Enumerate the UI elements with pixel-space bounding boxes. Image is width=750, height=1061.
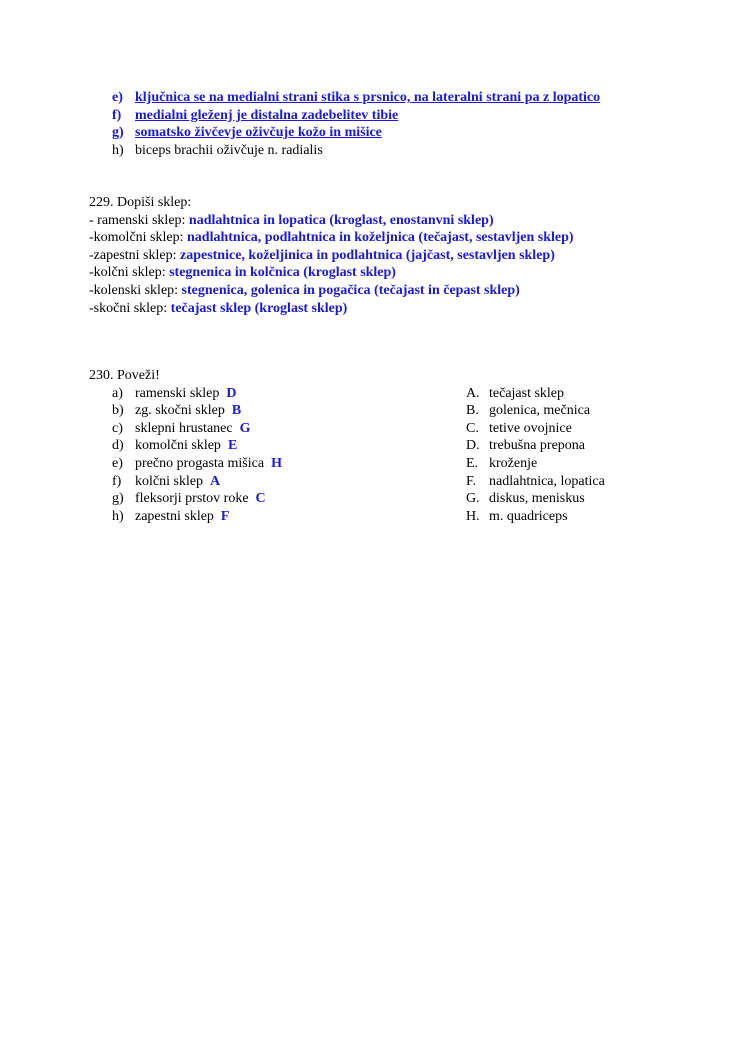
item-text: somatsko živčevje oživčuje kožo in mišice [135,125,382,141]
match-answer: H [271,455,282,471]
item-text: biceps brachii oživčuje n. radialis [135,142,323,158]
item-text: kroženje [489,455,538,471]
joint-line [89,212,574,230]
item-marker: f) [112,473,122,489]
match-answer: G [239,420,251,436]
item-text: m. quadriceps [489,508,568,524]
item-marker: E. [466,455,479,471]
item-text: tetive ovojnice [489,420,572,436]
item-text: ramenski sklep [135,385,220,401]
match-answer: C [255,491,266,507]
item-text: ključnica se na medialni strani stika s prsnico, na lateralni strani pa z lopatico [135,90,601,105]
joint-label: - ramenski sklep: [89,212,189,228]
item-marker: b) [112,403,124,419]
item-text: nadlahtnica, lopatica [489,473,605,489]
item-text: golenica, mečnica [489,403,591,419]
match-answer: F [220,508,230,524]
item-text-wrap [135,385,237,403]
item-text-wrap [135,420,250,438]
question-229 [89,194,574,317]
item-marker: e) [112,90,123,105]
item-marker: h) [112,142,124,158]
item-text: diskus, meniskus [489,491,585,507]
item-text: tečajast sklep [489,385,565,401]
joint-answer: stegnenica in kolčnica (kroglast sklep) [169,265,396,281]
joint-label: -zapestni sklep: [89,247,180,263]
joint-label: -kolčni sklep: [89,265,170,281]
question-230-title: 230. Poveži! [89,368,160,383]
item-text-wrap [135,437,237,455]
joint-label: -kolenski sklep: [89,282,182,298]
item-marker: B. [466,403,479,419]
item-text: zapestni sklep [135,508,214,524]
match-answer: B [231,403,242,419]
item-text: sklepni hrustanec [135,420,233,436]
item-marker: F. [466,473,477,489]
item-marker: C. [466,420,479,436]
joint-label: -komolčni sklep: [89,230,187,246]
joint-answer: zapestnice, koželjinica in podlahtnica (jajčast, sestavljen sklep) [179,247,555,263]
joint-answer: nadlahtnica, podlahtnica in koželjnica (tečajast, sestavljen sklep) [187,230,574,246]
joint-line [89,247,574,265]
question-title: 229. Dopiši sklep: [89,195,192,210]
item-text: trebušna prepona [489,438,586,454]
item-marker: a) [112,385,123,401]
item-marker: A. [466,385,480,401]
match-answer: A [210,473,221,489]
joint-line [89,300,574,318]
joint-answer: stegnenica, golenica in pogačica (tečajast in čepast sklep) [181,282,520,298]
item-marker: g) [112,125,124,141]
joint-answer: nadlahtnica in lopatica (kroglast, enostanvni sklep) [188,212,494,228]
match-answer: E [227,438,238,454]
joint-label: -skočni sklep: [89,300,171,316]
item-marker: D. [466,438,480,454]
item-text: fleksorji prstov roke [135,491,249,507]
item-marker: H. [466,508,480,524]
joint-line [89,282,574,300]
item-text-wrap [135,490,266,508]
item-text-wrap [135,455,282,473]
item-text: zg. skočni sklep [135,403,225,419]
joint-line [89,229,574,247]
item-text: prečno progasta mišica [135,455,265,471]
item-marker: c) [112,420,123,436]
item-text: kolčni sklep [135,473,204,489]
item-text-wrap [135,402,241,420]
item-marker: d) [112,438,124,454]
item-marker: g) [112,491,124,507]
joint-line [89,264,574,282]
match-answer: D [226,385,237,401]
item-text: medialni gleženj je distalna zadebelitev tibie [135,107,399,123]
item-marker: f) [112,107,122,123]
item-text-wrap [135,508,229,526]
item-text: komolčni sklep [135,438,221,454]
item-marker: h) [112,508,124,524]
item-marker: G. [466,491,480,507]
item-marker: e) [112,455,123,471]
item-text-wrap [135,473,220,491]
joint-answer: tečajast sklep (kroglast sklep) [170,300,348,316]
